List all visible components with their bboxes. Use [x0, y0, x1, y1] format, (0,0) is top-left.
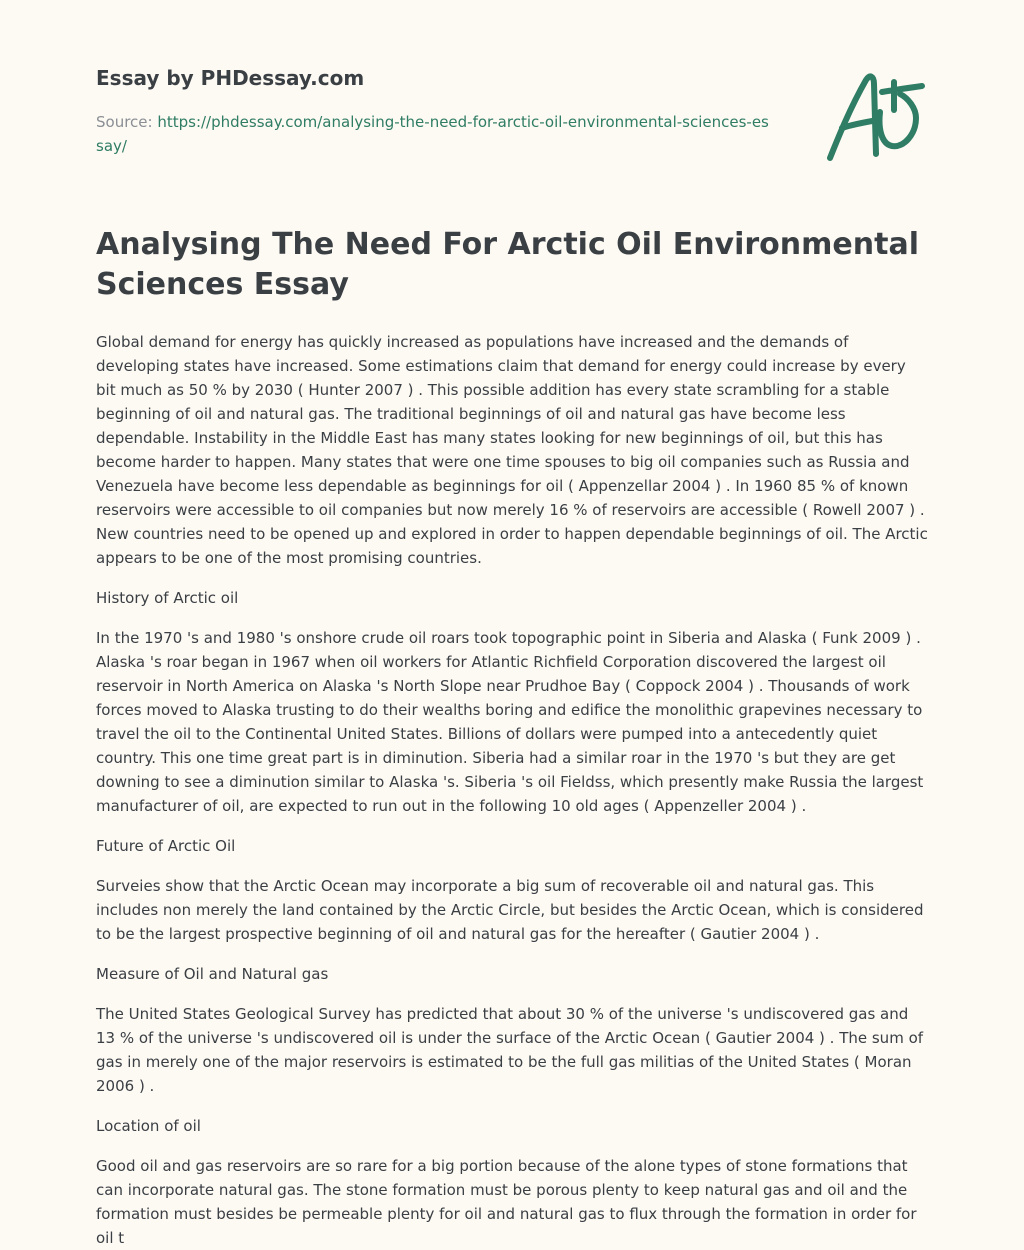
page-header: [96, 0, 928, 195]
section-heading: Future of Arctic Oil: [96, 837, 236, 855]
paragraph: Good oil and gas reservoirs are so rare for a big portion because of the alone types of stone formations that can incorporate natural gas. The stone formation must be porous plenty to keep natural gas and oil and the formation must besides be permeable plenty for oil and natural gas to flux through the formation in order for oil t: [96, 1157, 917, 1247]
source-line: [96, 110, 776, 158]
source-label: Source:: [96, 113, 158, 131]
paragraph: Global demand for energy has quickly increased as populations have increased and the demands of developing states have increased. Some estimations claim that demand for energy could increase by every bit much as 50 % by 2030 ( Hunter 2007 ) . This possible addition has every state scrambling for a stable beginning of oil and natural gas. The traditional beginnings of oil and natural gas have become less dependable. Instability in the Middle East has many states looking for new beginnings of oil, but this has become harder to happen. Many states that were one time spouses to big oil companies such as Russia and Venezuela have become less dependable as beginnings for oil ( Appenzellar 2004 ) . In 1960 85 % of known reservoirs were accessible to oil companies but now merely 16 % of reservoirs are accessible ( Rowell 2007 ) . New countries need to be opened up and explored in order to happen dependable beginnings of oil. The Arctic appears to be one of the most promising countries.: [96, 333, 928, 567]
paragraph: The United States Geological Survey has predicted that about 30 % of the universe 's undiscovered gas and 13 % of the universe 's undiscovered oil is under the surface of the Arctic Ocean ( Gautier 2004 ) . The sum of gas in merely one of the major reservoirs is estimated to be the full gas militias of the United States ( Moran 2006 ) .: [96, 1005, 924, 1095]
section-heading: Measure of Oil and Natural gas: [96, 965, 329, 983]
paragraph: In the 1970 's and 1980 's onshore crude oil roars took topographic point in Siberia and Alaska ( Funk 2009 ) . Alaska 's roar began in 1967 when oil workers for Atlantic Richfield Corporation discovered the largest oil reservoir in North America on Alaska 's North Slope near Prudhoe Bay ( Coppock 2004 ) . Thousands of work forces moved to Alaska trusting to do their wealths boring and edifice the monolithic grapevines necessary to travel the oil to the Continental United States. Billions of dollars were pumped into a antecedently quiet country. This one time great part is in diminution. Siberia had a similar roar in the 1970 's but they are get downing to see a diminution similar to Alaska 's. Siberia 's oil Fieldss, which presently make Russia the largest manufacturer of oil, are expected to run out in the following 10 old ages ( Appenzeller 2004 ) .: [96, 629, 924, 815]
section-heading: History of Arctic oil: [96, 589, 239, 607]
source-link[interactable]: https://phdessay.com/analysing-the-need-for-arctic-oil-environmental-sciences-essay/: [96, 113, 769, 155]
a-plus-logo-icon: [824, 68, 928, 166]
essay-title: Analysing The Need For Arctic Oil Environmental Sciences Essay: [96, 227, 919, 302]
site-title: Essay by PHDessay.com: [96, 66, 365, 90]
section-heading: Location of oil: [96, 1117, 201, 1135]
paragraph: Surveies show that the Arctic Ocean may incorporate a big sum of recoverable oil and natural gas. This includes non merely the land contained by the Arctic Circle, but besides the Arctic Ocean, which is considered to be the largest prospective beginning of oil and natural gas for the hereafter ( Gautier 2004 ) .: [96, 877, 924, 943]
essay-body: [96, 330, 928, 1250]
